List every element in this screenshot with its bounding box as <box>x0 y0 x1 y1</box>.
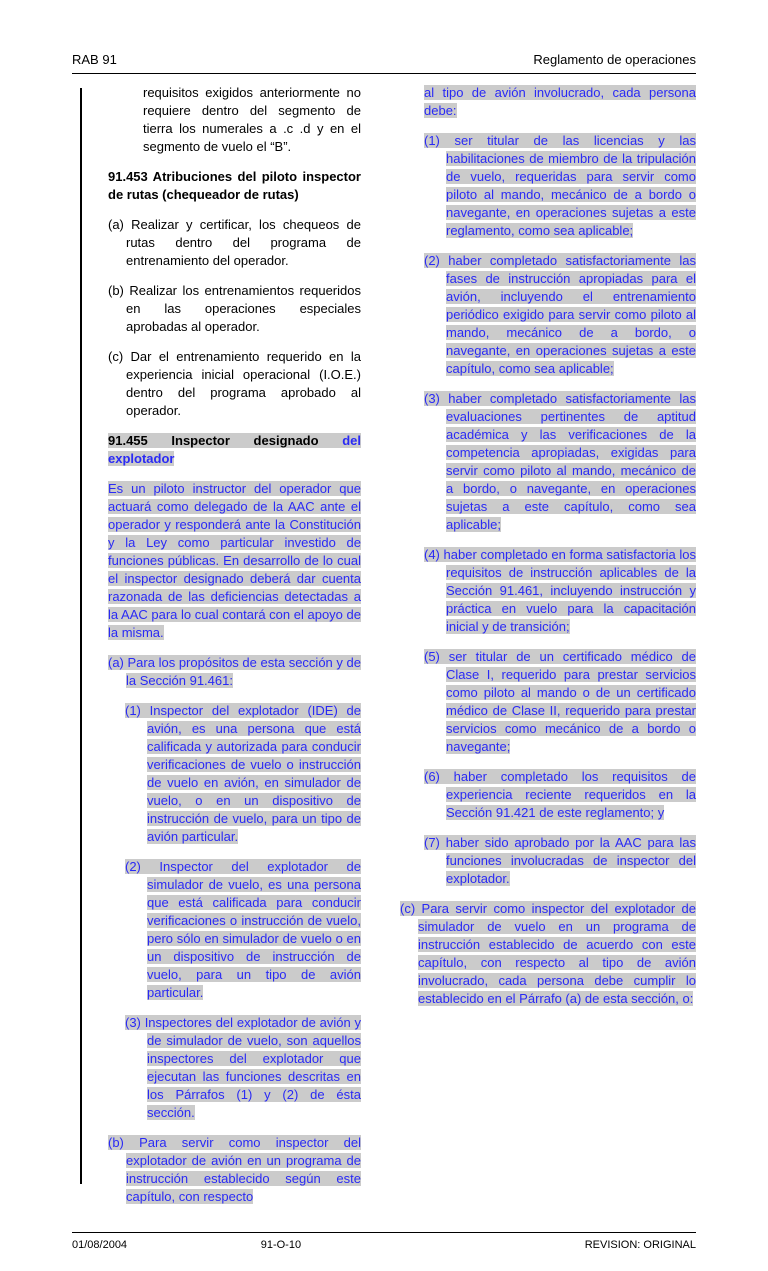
item-a3-455: (3) Inspectores del explotador de avión y de simulador de vuelo, son aquellos inspectores del explotador que ejecutan las funciones descritas en los Párrafos (1) y (2) de ésta sección. <box>125 1015 361 1120</box>
right-continuation: al tipo de avión involucrado, cada persona debe: <box>424 85 696 118</box>
right-column <box>400 84 696 1218</box>
page-header <box>72 52 696 74</box>
item-b4: (4) haber completado en forma satisfactoria los requisitos de instrucción aplicables de la Sección 91.461, incluyendo instrucción y práctica en vuelo para la capacitación inicial y de transición; <box>424 547 696 634</box>
item-c: (c) Para servir como inspector del explotador de simulador de vuelo en un programa de instrucción establecido de acuerdo con este capítulo, con respecto al tipo de avión involucrado, cada persona debe cumplir lo establecido en el Párrafo (a) de esta sección, o: <box>400 901 696 1006</box>
header-left: RAB 91 <box>72 52 117 67</box>
item-b7: (7) haber sido aprobado por la AAC para las funciones involucradas de inspector del explotador. <box>424 835 696 886</box>
page-footer <box>72 1232 696 1251</box>
item-a2-455: (2) Inspector del explotador de simulador de vuelo, es una persona que está calificada para conducir verificaciones o instrucción de vuelo, pero sólo en simulador de vuelo o en un dispositivo de instrucción de vuelo, para un tipo de avión particular. <box>125 859 361 1000</box>
item-b-455: (b) Para servir como inspector del explotador de avión en un programa de instrucción establecido según este capítulo, con respecto <box>108 1135 361 1204</box>
item-c-453: (c) Dar el entrenamiento requerido en la experiencia inicial operacional (I.O.E.) dentro del programa aprobado al operador. <box>108 349 361 418</box>
item-a1-455: (1) Inspector del explotador (IDE) de avión, es una persona que está calificada y autorizada para conducir verificaciones de vuelo o instrucción de vuelo en avión, en simulador de vuelo, o en un dispositivo de instrucción de vuelo, para un tipo de avión particular. <box>125 703 361 844</box>
header-right: Reglamento de operaciones <box>533 52 696 67</box>
item-b-453: (b) Realizar los entrenamientos requeridos en las operaciones especiales aprobadas al operador. <box>108 283 361 334</box>
intro-paragraph: requisitos exigidos anteriormente no requiere dentro del segmento de tierra los numerales a .c .d y en el segmento de vuelo el “B”. <box>143 85 361 154</box>
item-b2: (2) haber completado satisfactoriamente las fases de instrucción apropiadas para el avión, incluyendo el entrenamiento periódico exigido para servir como piloto al mando, mecánico de a bordo, o navegante, en operaciones sujetas a este capítulo, como sea aplicable; <box>424 253 696 376</box>
left-column <box>108 84 361 1218</box>
item-a-455: (a) Para los propósitos de esta sección y de la Sección 91.461: <box>108 655 361 688</box>
change-bar <box>80 88 82 1184</box>
item-b6: (6) haber completado los requisitos de experiencia reciente requeridos en la Sección 91.421 de este reglamento; y <box>424 769 696 820</box>
item-b5: (5) ser titular de un certificado médico de Clase I, requerido para prestar servicios como piloto al mando o de un certificado médico de Clase II, requerido para prestar servicios como mecánico de a bordo o navegante; <box>424 649 696 754</box>
section-heading-91-453: 91.453 Atribuciones del piloto inspector de rutas (chequeador de rutas) <box>108 169 361 202</box>
paragraph-91-455: Es un piloto instructor del operador que actuará como delegado de la AAC ante el operador y responderá ante la Constitución y la Ley como particular investido de funciones públicas. En desarrollo de lo cual el inspector designado deberá dar cuenta razonada de las deficiencias detectadas a la AAC para lo cual contará con el apoyo de la misma. <box>108 481 361 640</box>
footer-revision: REVISION: ORIGINAL <box>584 1239 696 1251</box>
item-a-453: (a) Realizar y certificar, los chequeos de rutas dentro del programa de entrenamiento del operador. <box>108 217 361 268</box>
item-b3: (3) haber completado satisfactoriamente las evaluaciones pertinentes de aptitud académica y las verificaciones de la competencia apropiadas, exigidas para servir como piloto al mando, mecánico de a bordo, o navegante, en operaciones sujetas a este capítulo, como sea aplicable; <box>424 391 696 532</box>
section-heading-91-455: 91.455 Inspector designado del explotador <box>108 433 361 466</box>
item-b1: (1) ser titular de las licencias y las habilitaciones de miembro de la tripulación de vuelo, requeridas para servir como piloto al mando, mecánico de a bordo o navegante, en operaciones sujetas a este reglamento, como sea aplicable; <box>424 133 696 238</box>
page-body <box>72 74 696 1218</box>
footer-date: 01/08/2004 <box>72 1239 128 1251</box>
footer-page: 91-O-10 <box>260 1239 302 1251</box>
